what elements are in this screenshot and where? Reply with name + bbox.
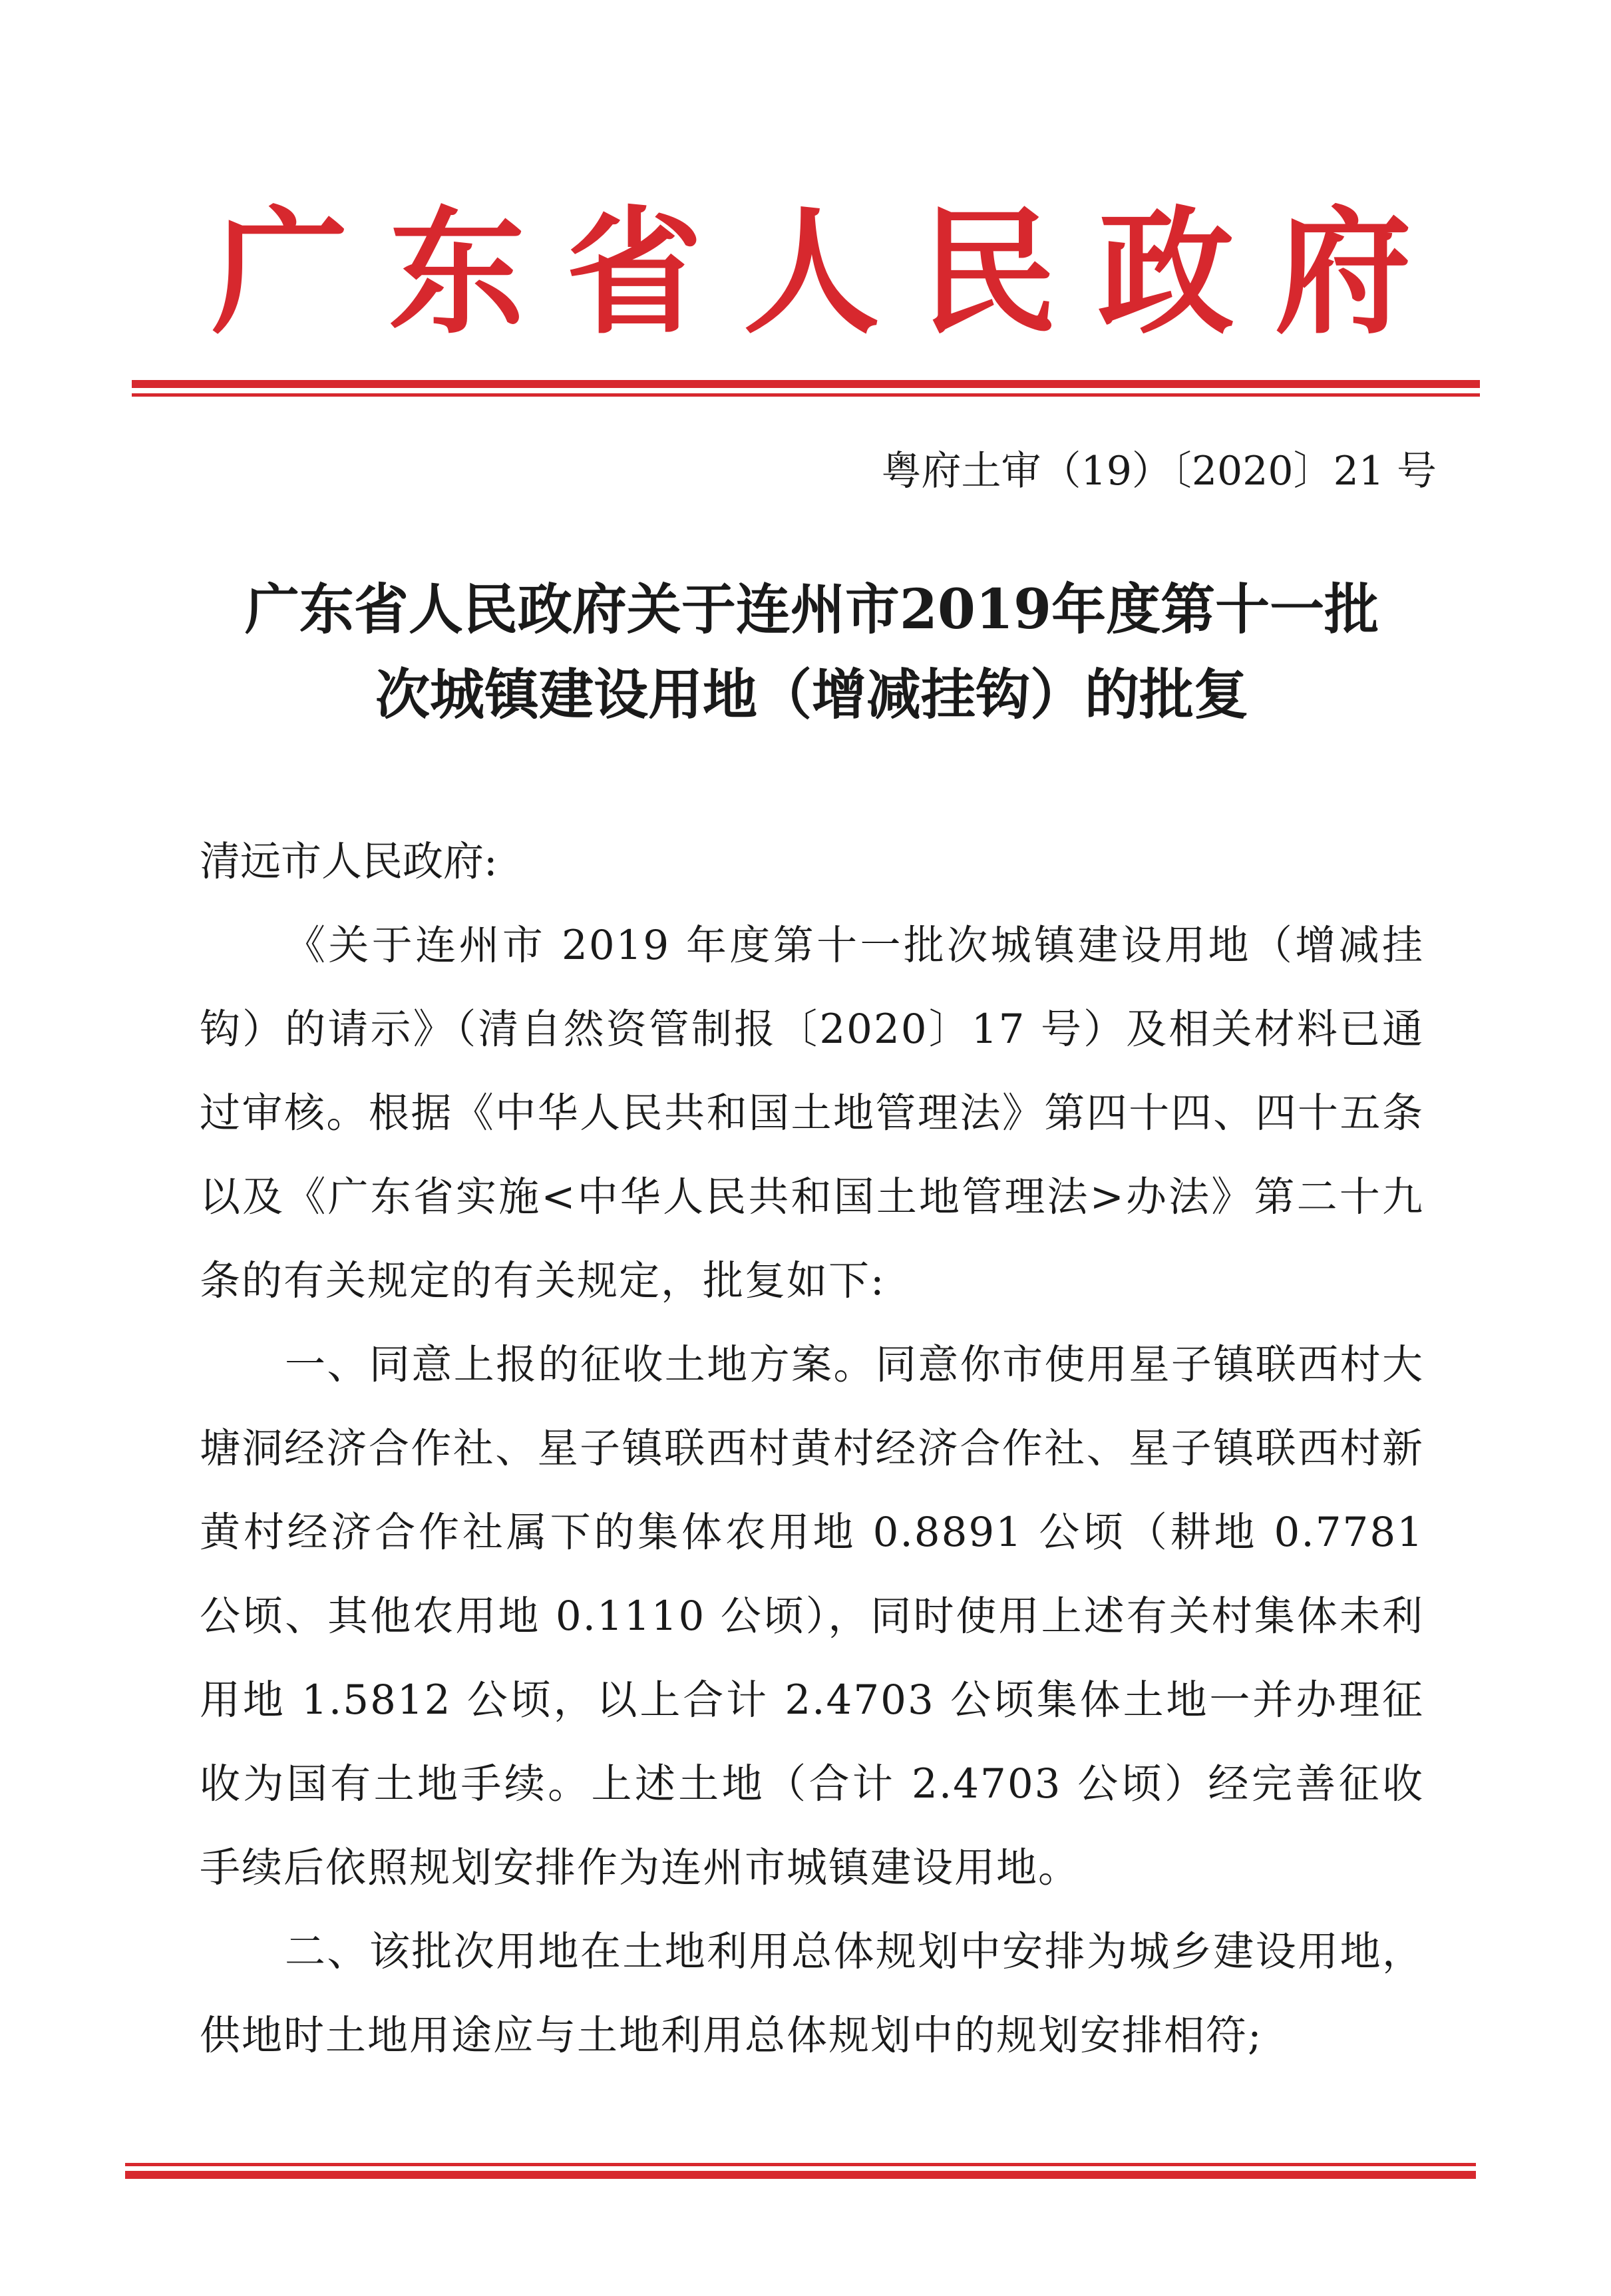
header-divider-thin [132, 393, 1480, 397]
masthead-title [0, 193, 1611, 353]
title-line-2: 次城镇建设用地（增减挂钩）的批复 [375, 663, 1248, 727]
masthead-char: 东 [389, 193, 526, 353]
masthead-char: 政 [1097, 193, 1234, 353]
salutation: 清远市人民政府: [200, 838, 498, 885]
masthead-char: 府 [1274, 193, 1411, 353]
footer-divider-thick [125, 2171, 1476, 2179]
document-title [186, 567, 1437, 737]
masthead-char: 广 [212, 193, 348, 353]
title-line-1: 广东省人民政府关于连州市2019年度第十一批 [244, 578, 1379, 642]
document-body [200, 820, 1424, 2078]
masthead-char: 省 [566, 193, 703, 353]
masthead-char: 民 [920, 193, 1057, 353]
paragraph: 二、该批次用地在土地利用总体规划中安排为城乡建设用地，供地时土地用途应与土地利用总体规划中的规划安排相符; [200, 1928, 1424, 2059]
masthead-char: 人 [743, 193, 880, 353]
paragraph: 《关于连州市 2019 年度第十一批次城镇建设用地（增减挂钩）的请示》（清自然资管制报〔2020〕17 号）及相关材料已通过审核。根据《中华人民共和国土地管理法》第四十四、四十五条以及《广东省实施<中华人民共和国土地管理法>办法》第二十九条的有关规定的有关规定，批复如下: [200, 922, 1424, 1304]
header-divider-thick [132, 380, 1480, 388]
document-number: 粤府土审（19）〔2020〕21 号 [881, 448, 1437, 494]
paragraph: 一、同意上报的征收土地方案。同意你市使用星子镇联西村大塘洞经济合作社、星子镇联西村黄村经济合作社、星子镇联西村新黄村经济合作社属下的集体农用地 0.8891 公顷（耕地 0.7781 公顷、其他农用地 0.1110 公顷），同时使用上述有关村集体未利用地 1.5812 公顷，以上合计 2.4703 公顷集体土地一并办理征收为国有土地手续。上述土地（合计 2.4703 公顷）经完善征收手续后依照规划安排作为连州市城镇建设用地。 [200, 1341, 1424, 1891]
footer-divider-thin [125, 2163, 1476, 2166]
